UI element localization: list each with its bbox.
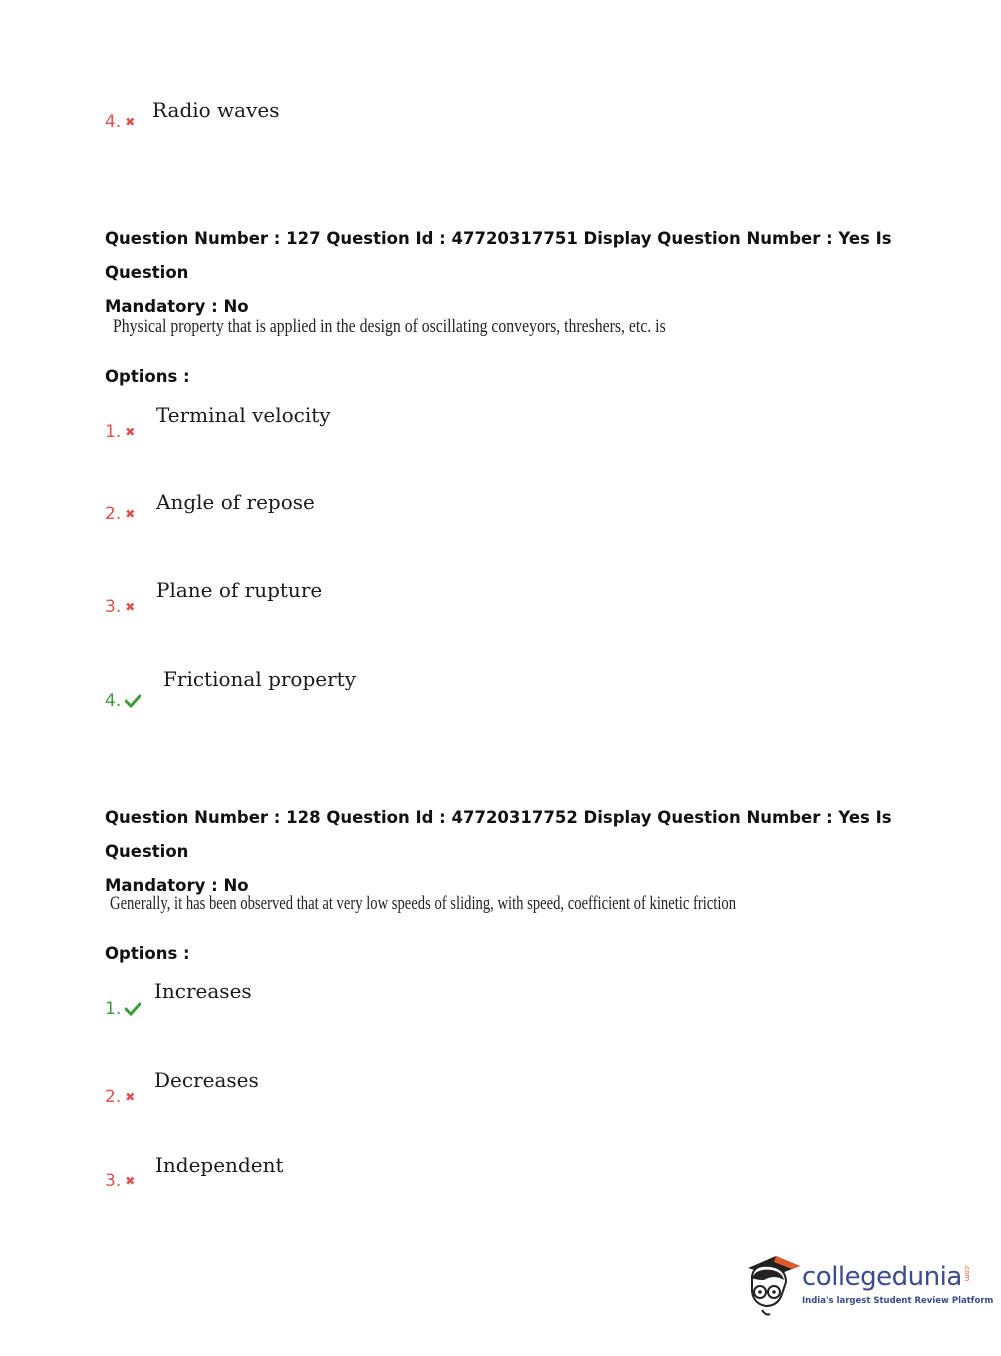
cross-icon: ✖: [125, 115, 136, 129]
option-text: Terminal velocity: [156, 403, 331, 427]
option-number: 3. ✖: [105, 1171, 136, 1191]
question-text: Physical property that is applied in the design of oscillating conveyors, threshers, etc. is: [113, 316, 666, 337]
question-header: [105, 801, 925, 903]
question-header-line: Question Number : 127 Question Id : 47720317751 Display Question Number : Yes Is Question: [105, 229, 892, 282]
option-text: Decreases: [154, 1068, 259, 1092]
option-number: 3. ✖: [105, 597, 136, 617]
logo-tagline: India's largest Student Review Platform: [802, 1296, 994, 1306]
cross-icon: ✖: [125, 1090, 136, 1104]
options-label: Options :: [105, 367, 190, 386]
option-text: Plane of rupture: [156, 578, 323, 602]
option-number: 2. ✖: [105, 1087, 136, 1107]
option-text: Independent: [155, 1153, 284, 1177]
cross-icon: ✖: [125, 1174, 136, 1188]
check-icon: [125, 1002, 141, 1016]
option-number: 1.: [105, 999, 141, 1019]
cross-icon: ✖: [125, 425, 136, 439]
check-icon: [125, 694, 141, 708]
option-number: 4. ✖: [105, 112, 136, 132]
mascot-icon: [742, 1250, 800, 1320]
option-number: 4.: [105, 691, 141, 711]
options-label: Options :: [105, 944, 190, 963]
question-header: [105, 222, 925, 324]
cross-icon: ✖: [125, 507, 136, 521]
option-number: 1. ✖: [105, 422, 136, 442]
logo-name: collegedunia: [802, 1262, 962, 1292]
option-text: Frictional property: [163, 667, 357, 691]
question-text: Generally, it has been observed that at very low speeds of sliding, with speed, coefficient of kinetic friction: [110, 893, 737, 914]
cross-icon: ✖: [125, 600, 136, 614]
option-text: Increases: [154, 979, 252, 1003]
question-header-line: Question Number : 128 Question Id : 47720317752 Display Question Number : Yes Is Question: [105, 808, 892, 861]
logo-dotcom: .com: [962, 1264, 971, 1282]
collegedunia-logo: [742, 1250, 993, 1320]
question-header-line: Mandatory : No: [105, 876, 249, 895]
option-text: Angle of repose: [156, 490, 315, 514]
question-header-line: Mandatory : No: [105, 297, 249, 316]
option-text: Radio waves: [152, 98, 280, 122]
option-number: 2. ✖: [105, 504, 136, 524]
